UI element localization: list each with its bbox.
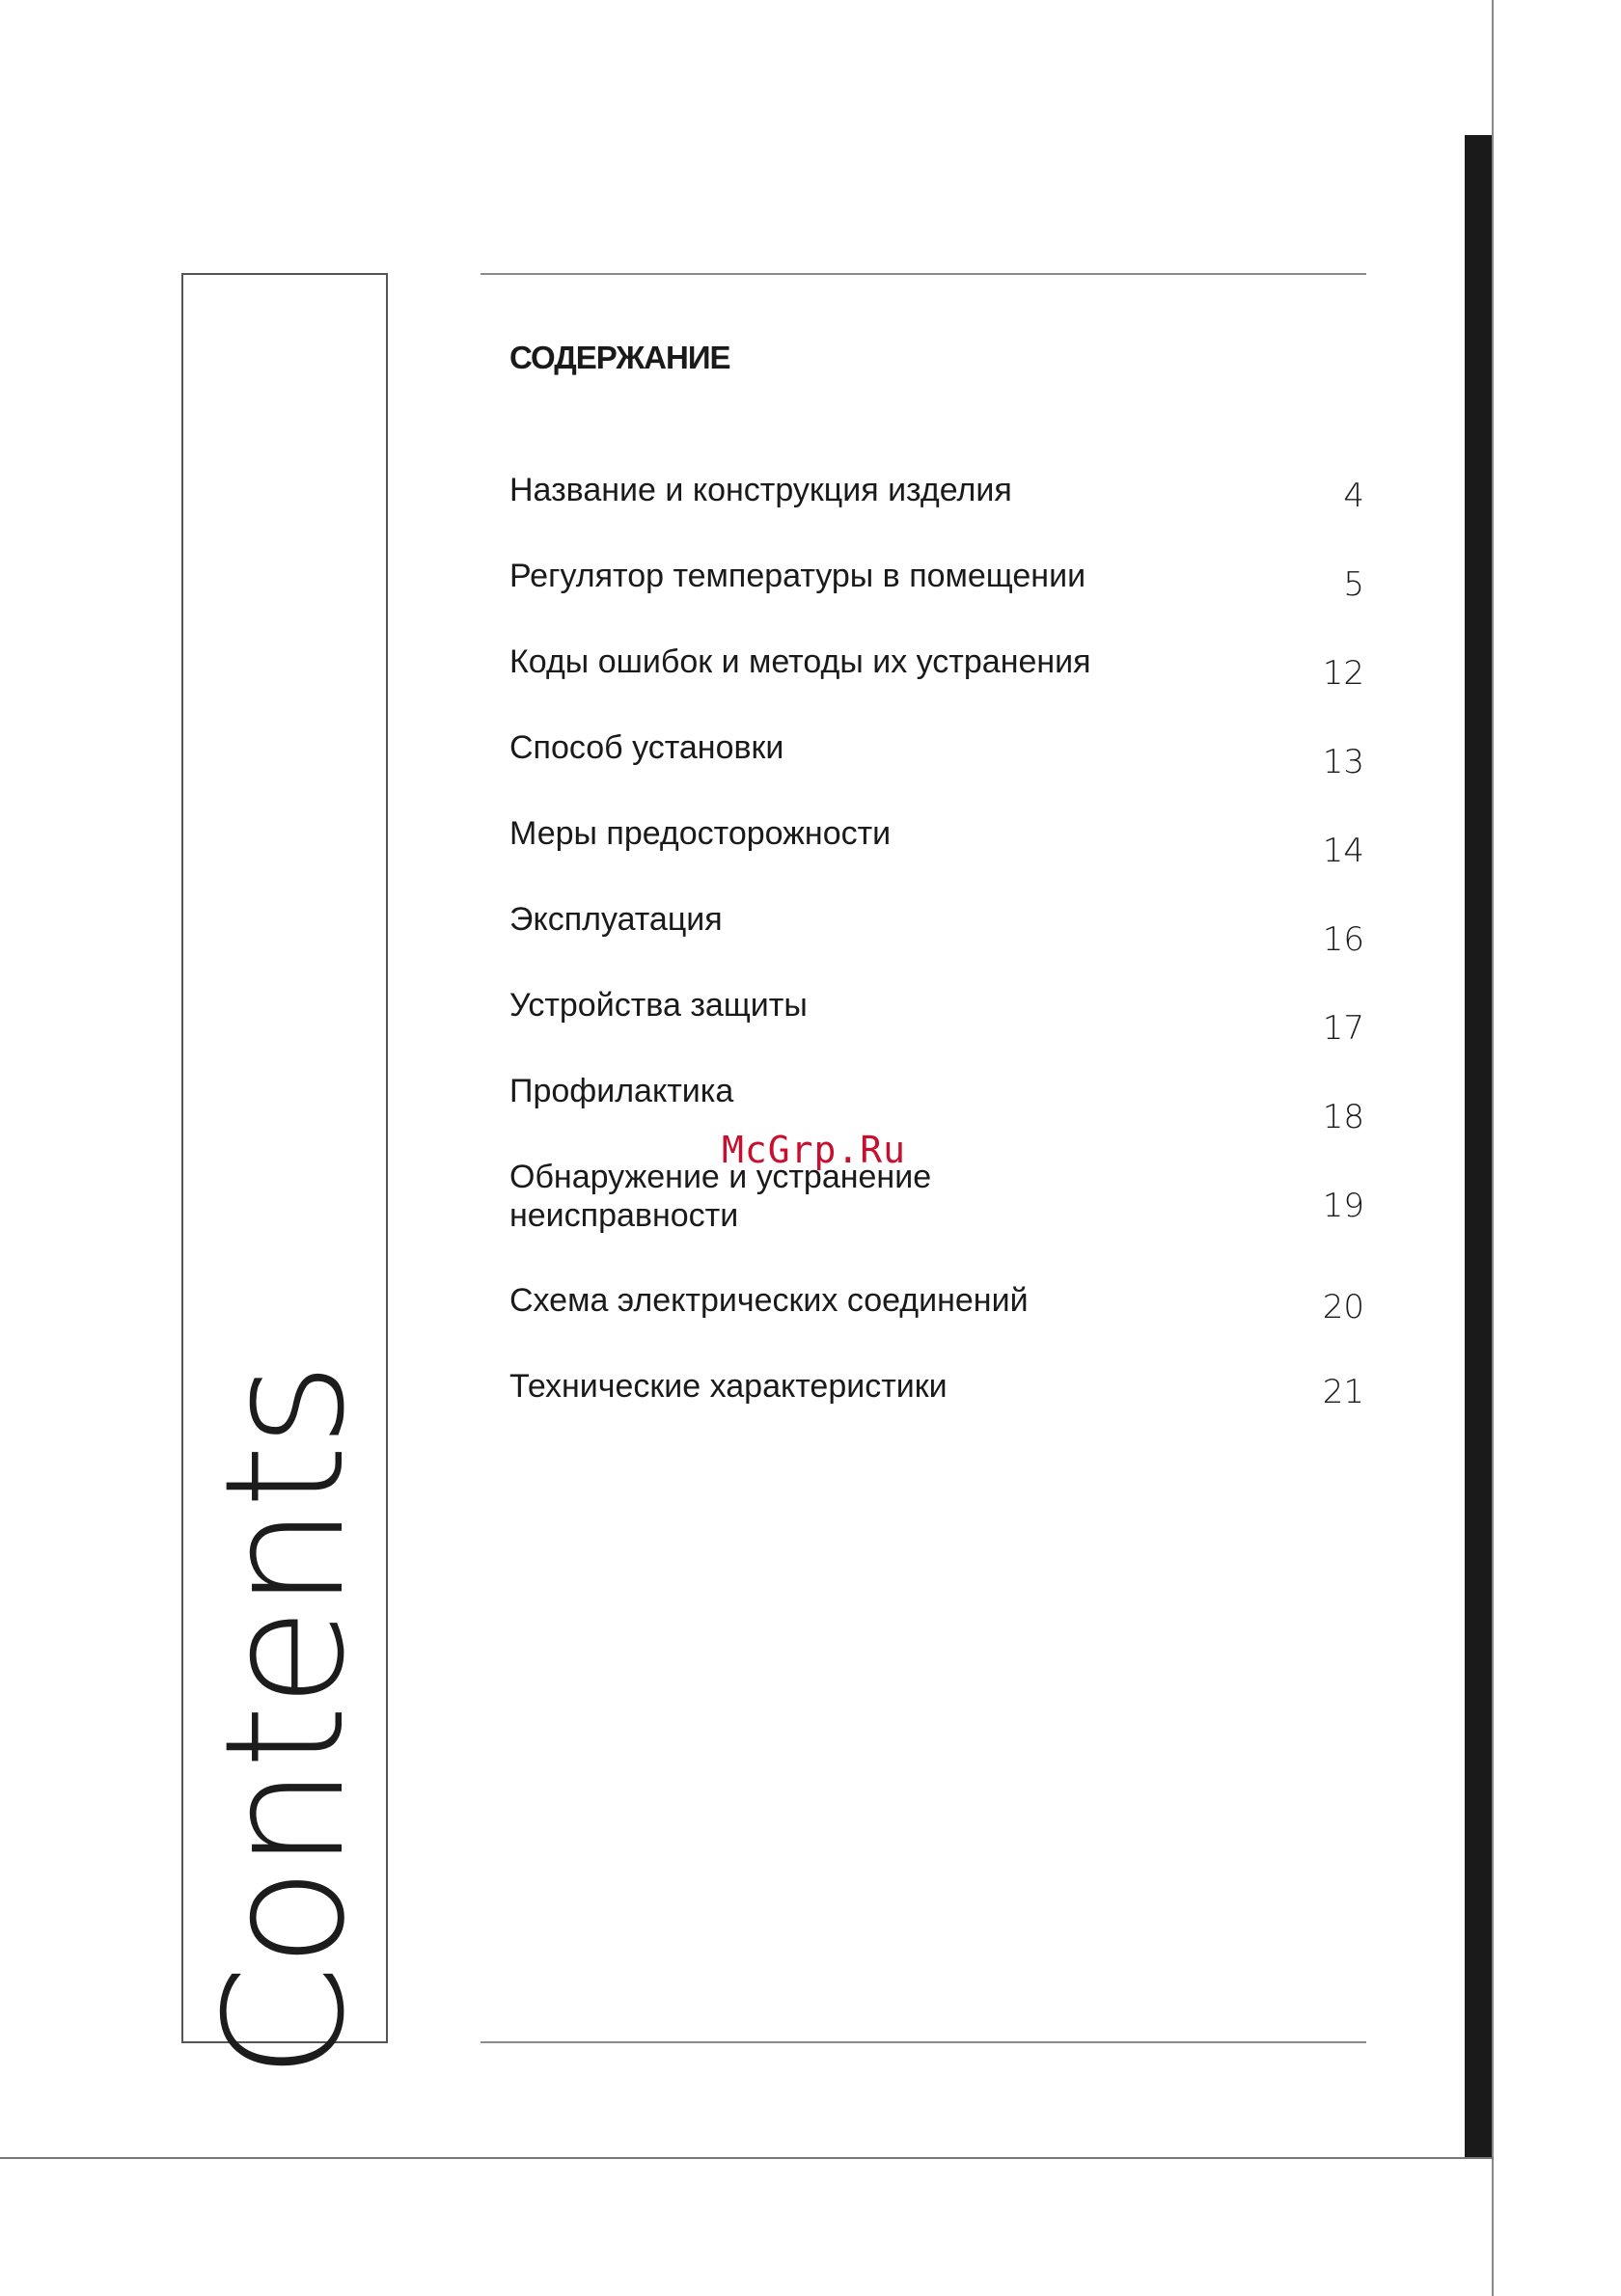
toc-item-title-line2[interactable]: неисправности (509, 1197, 739, 1234)
toc-item-page: 16 (1322, 920, 1364, 959)
toc-item-title[interactable]: Устройства защиты (509, 987, 808, 1024)
toc-item-page: 4 (1343, 477, 1364, 515)
toc-item-page: 19 (1322, 1187, 1364, 1225)
toc-item-page: 14 (1322, 832, 1364, 870)
toc-item-title[interactable]: Схема электрических соединений (509, 1282, 1029, 1319)
toc-item-page: 13 (1322, 743, 1364, 781)
toc-item-title[interactable]: Эксплуатация (509, 901, 723, 938)
toc-item-title[interactable]: Технические характеристики (509, 1368, 948, 1405)
contents-side-label: Contents (190, 1364, 381, 2080)
toc-item-page: 12 (1322, 654, 1364, 693)
toc-list (509, 0, 1364, 2296)
toc-item-title[interactable]: Профилактика (509, 1073, 734, 1109)
toc-heading: СОДЕРЖАНИЕ (509, 340, 730, 375)
toc-item-title[interactable]: Обнаружение и устранение (509, 1159, 932, 1195)
edge-tab-bar (1465, 135, 1494, 2159)
toc-item-page: 21 (1322, 1373, 1364, 1411)
toc-item-page: 5 (1343, 565, 1364, 604)
toc-item-page: 17 (1322, 1009, 1364, 1048)
toc-item-title[interactable]: Меры предосторожности (509, 815, 892, 852)
toc-item-page: 20 (1322, 1288, 1364, 1326)
watermark: McGrp.Ru (722, 1129, 907, 1171)
toc-item-title[interactable]: Способ установки (509, 729, 784, 766)
toc-item-page: 18 (1322, 1098, 1364, 1136)
toc-item-title[interactable]: Регулятор температуры в помещении (509, 558, 1086, 594)
toc-item-title[interactable]: Название и конструкция изделия (509, 472, 1012, 508)
toc-item-title[interactable]: Коды ошибок и методы их устранения (509, 643, 1091, 680)
page-edge-line (1492, 0, 1494, 2296)
